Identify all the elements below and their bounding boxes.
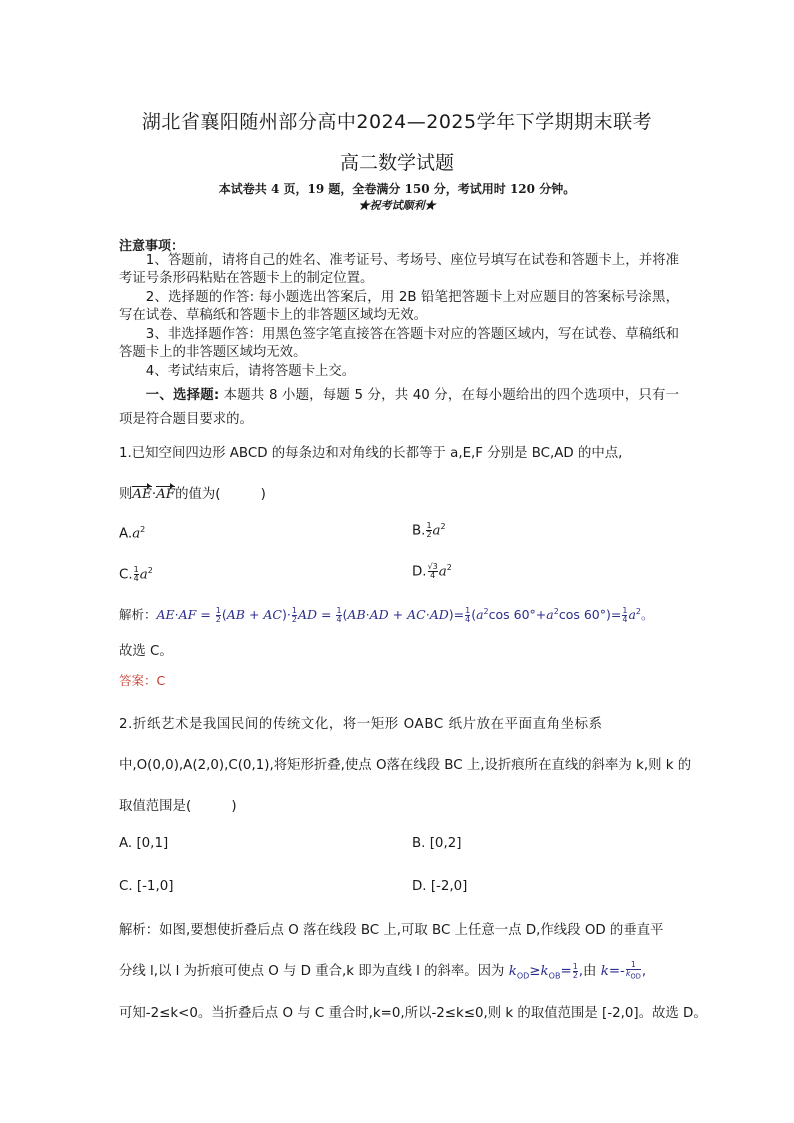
q1-stem-post: 的值为( ) — [175, 487, 266, 502]
q2-solution-line2: 分线 l,以 l 为折痕可使点 O 与 D 重合,k 即为直线 l 的斜率。因为 $k_{OD}\ge k_{OB}=$ $\frac{1}{2}$ ,由 k=- $\frac{1}{k_{OD}}$ , — [119, 960, 647, 981]
q2-solution-line2-text: 分线 l,以 l 为折痕可使点 O 与 D 重合,k 即为直线 l 的斜率。因为 — [119, 964, 509, 979]
vector-ae: AE — [132, 487, 152, 502]
q1-solution: 解析：AE·AF = $\frac{1}{2}$ (AB + AC)· $\frac{1}{2}$ AD = $\frac{1}{4}$ (AB·AD + AC·AD)= $\frac{1}{4}$ ($a^2\cos$ $60^\circ+a^2\cos$ 60°)= $\frac{1}{4}$ $a^2$。 — [119, 606, 654, 624]
exam-wish: ★祝考试顺利★ — [358, 199, 436, 212]
q1-stem-line2 — [119, 483, 266, 502]
notice-item-3: 3、非选择题作答：用黑色签字笔直接答在答题卡对应的答题区域内，写在试卷、草稿纸和答题卡上的非答题区域均无效。 — [119, 327, 679, 360]
exam-subtitle: 高二数学试题 — [339, 152, 454, 174]
vector-af: AF — [156, 487, 176, 502]
q2-option-d: D. [-2,0] — [412, 879, 468, 894]
q1-option-a: $A.a^2$ — [119, 525, 146, 542]
q2-option-c: C. [-1,0] — [119, 879, 174, 894]
q2-solution-line3: 可知-2≤k<0。当折叠后点 O 与 C 重合时,k=0,所以-2≤k≤0,则 k 的取值范围是 [-2,0]。故选 D。 — [119, 1006, 707, 1021]
q1-answer: 答案：C — [119, 673, 166, 688]
q1-stem-pre: 则 — [119, 487, 133, 502]
q1-option-d: D. $\frac{√3}{4}$ $a^2$ — [412, 562, 452, 580]
q2-stem-line1: 2.折纸艺术是我国民间的传统文化，将一矩形 OABC 纸片放在平面直角坐标系 — [119, 717, 603, 732]
q1-option-a-label: A. — [119, 526, 133, 542]
q1-option-d-label: D. — [412, 564, 427, 580]
section-1-text: 本题共 8 小题，每题 5 分，共 40 分，在每小题给出的四个选项中，只有一项是符合题目要求的。 — [119, 388, 680, 427]
q1-stem-line1: 1.已知空间四边形 ABCD 的每条边和对角线的长都等于 a,E,F 分别是 BC,AD 的中点, — [119, 446, 623, 461]
notice-item-2: 2、选择题的作答: 每小题选出答案后，用 2B 铅笔把答题卡上对应题目的答案标号涂黑，写在试卷、草稿纸和答题卡上的非答题区域均无效。 — [119, 290, 679, 323]
q1-choose: 故选 C。 — [119, 644, 173, 659]
exam-info: 本试卷共 4 页，19 题，全卷满分 150 分，考试用时 120 分钟。 — [218, 182, 576, 196]
q1-option-c-label: C. — [119, 567, 133, 583]
q1-option-c: C. $\frac{1}{4}$ $a^2$ — [119, 565, 153, 583]
exam-title: 湖北省襄阳随州部分高中2024—2025学年下学期期末联考 — [141, 111, 653, 133]
q1-solution-label: 解析： — [119, 607, 157, 622]
q1-dot: · — [151, 487, 157, 502]
section-1-instructions — [119, 384, 679, 432]
q2-solution-slope-expr: $k_{OD}\ge k_{OB}=$ $\frac{1}{2}$ , — [508, 961, 584, 981]
q2-stem-line2: 中,O(0,0),A(2,0),C(0,1),将矩形折叠,使点 O落在线段 BC 上,设折痕所在直线的斜率为 k,则 k 的 — [119, 758, 692, 773]
q2-option-a: A. [0,1] — [119, 836, 169, 851]
q1-option-b: B. $\frac{1}{2}$ $a^2$ — [412, 521, 446, 539]
section-1-label: 一、选择题: — [145, 388, 220, 403]
notice-item-4: 4、考试结束后，请将答题卡上交。 — [145, 364, 356, 379]
q1-option-b-label: B. — [412, 523, 426, 539]
notice-heading: 注意事项： — [119, 239, 185, 254]
notice-item-1: 1、答题前，请将自己的姓名、准考证号、考场号、座位号填写在试卷和答题卡上，并将准考证号条形码粘贴在答题卡上的制定位置。 — [119, 253, 679, 286]
q2-solution-line1: 解析：如图,要想使折叠后点 O 落在线段 BC 上,可取 BC 上任意一点 D,作线段 OD 的垂直平 — [119, 923, 664, 938]
q2-stem-line3: 取值范围是( ) — [119, 799, 237, 814]
q2-option-b: B. [0,2] — [412, 836, 462, 851]
